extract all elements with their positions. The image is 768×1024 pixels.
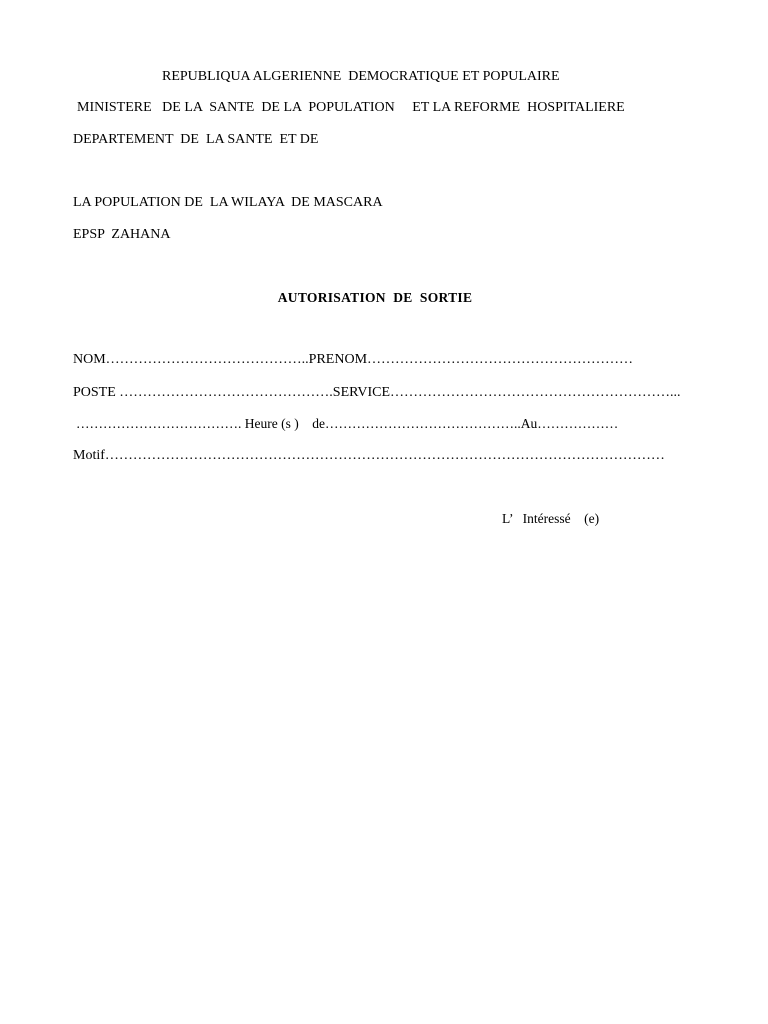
motif-label: Motif	[73, 448, 105, 463]
name-row	[73, 351, 633, 369]
prenom-field[interactable]: …………………………………………………	[367, 352, 634, 367]
poste-field[interactable]: ……………………………………….	[115, 385, 333, 400]
to-time-field[interactable]: ………………	[537, 416, 619, 431]
establishment-header: EPSP ZAHANA	[73, 227, 171, 242]
signature-label: L’ Intéressé (e)	[502, 511, 600, 526]
poste-label: POSTE	[73, 385, 116, 400]
from-time-field[interactable]: ……………………………………..	[324, 416, 521, 431]
ministry-header: MINISTERE DE LA SANTE DE LA POPULATION ET LA REFORME HOSPITALIERE	[77, 100, 625, 115]
motif-field[interactable]: …………………………………………………………………………………………………………	[104, 448, 665, 463]
hours-count-field[interactable]: ……………………………….	[76, 416, 242, 431]
heure-label: Heure (s ) de	[241, 416, 325, 431]
department-header: DEPARTEMENT DE LA SANTE ET DE	[73, 132, 319, 147]
service-label: SERVICE	[332, 385, 391, 400]
republic-header: REPUBLIQUA ALGERIENNE DEMOCRATIQUE ET POPULAIRE	[162, 69, 560, 84]
hours-row	[76, 415, 618, 433]
reason-row	[73, 447, 665, 465]
wilaya-header: LA POPULATION DE LA WILAYA DE MASCARA	[73, 195, 383, 210]
prenom-label: PRENOM	[308, 352, 368, 367]
nom-label: NOM	[73, 352, 106, 367]
nom-field[interactable]: ……………………………………..	[105, 352, 309, 367]
post-row	[73, 384, 681, 402]
au-label: Au	[520, 416, 538, 431]
document-title: AUTORISATION DE SORTIE	[277, 290, 473, 305]
service-field[interactable]: ……………………………………………………...	[390, 385, 681, 400]
